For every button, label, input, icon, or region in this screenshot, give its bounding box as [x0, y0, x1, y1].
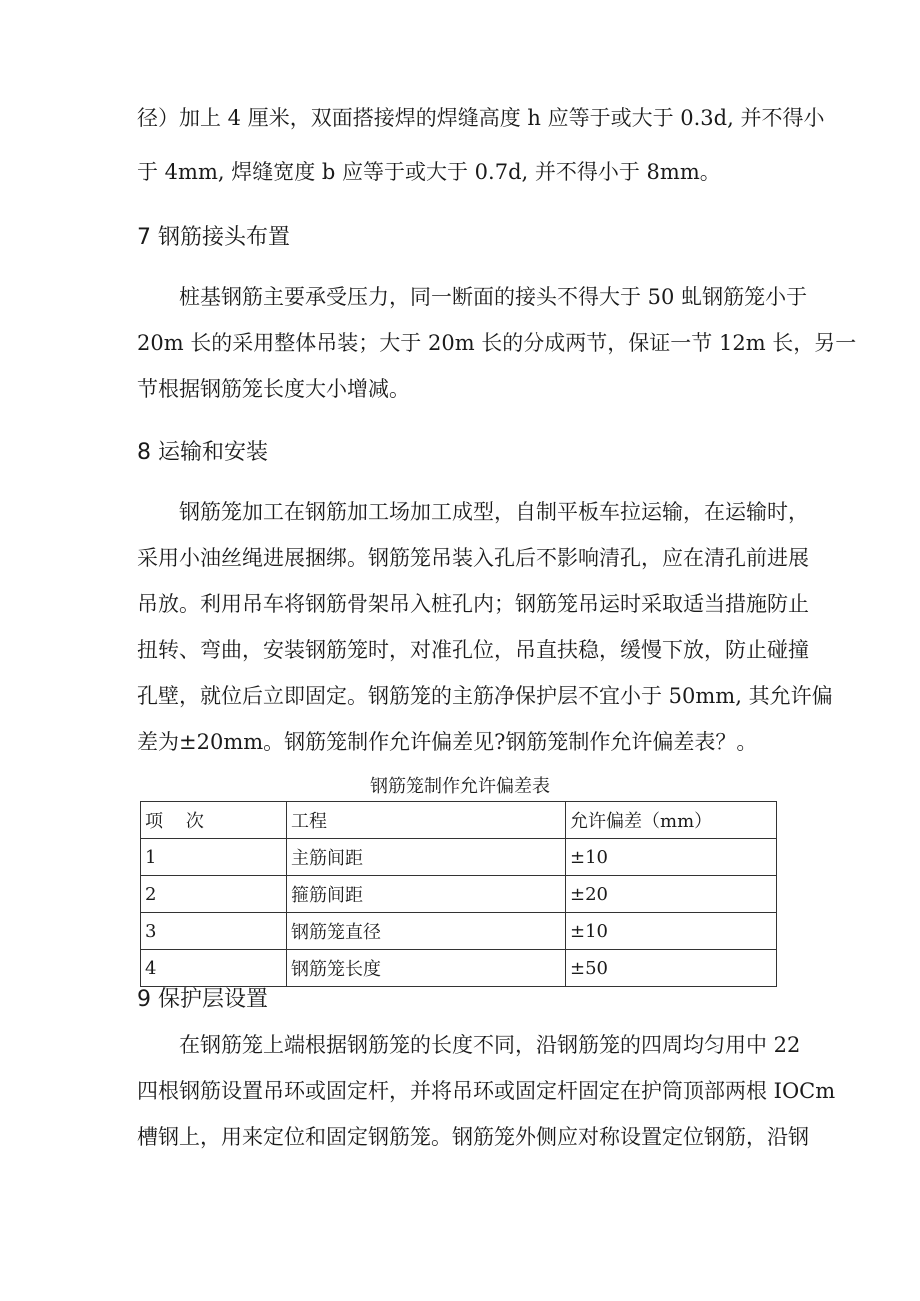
section-7-heading: 7 钢筋接头布置: [137, 225, 290, 250]
table-row: [141, 913, 777, 950]
table-cell: 钢筋笼长度: [287, 950, 566, 987]
section-8-heading: 8 运输和安装: [137, 440, 268, 465]
table-cell: 4: [141, 950, 287, 987]
table-cell: 1: [141, 839, 287, 876]
section-9-heading: 9 保护层设置: [137, 987, 268, 1012]
paragraph-top-line-1: 径）加上 4 厘米，双面搭接焊的焊缝高度 h 应等于或大于 0.3d, 并不得小: [137, 106, 825, 130]
header-cell-item: 项 次: [141, 802, 287, 839]
section-8-line-6: 差为±20mm。钢筋笼制作允许偏差见?钢筋笼制作允许偏差表？。: [137, 730, 758, 754]
table-cell: 箍筋间距: [287, 876, 566, 913]
table-cell: 3: [141, 913, 287, 950]
header-cell-tolerance: 允许偏差（mm）: [566, 802, 777, 839]
section-8-line-3: 吊放。利用吊车将钢筋骨架吊入桩孔内；钢筋笼吊运时采取适当措施防止: [137, 592, 809, 616]
section-8-line-1: 钢筋笼加工在钢筋加工场加工成型，自制平板车拉运输，在运输时，: [179, 500, 809, 524]
section-8-line-4: 扭转、弯曲，安装钢筋笼时，对准孔位，吊直扶稳，缓慢下放，防止碰撞: [137, 638, 809, 662]
section-7-line-1: 桩基钢筋主要承受压力，同一断面的接头不得大于 50 虬钢筋笼小于: [179, 285, 808, 309]
tolerance-table: [140, 801, 777, 987]
table-cell: ±10: [566, 913, 777, 950]
table-cell: ±10: [566, 839, 777, 876]
table-caption: 钢筋笼制作允许偏差表: [370, 776, 550, 797]
section-9-line-2: 四根钢筋设置吊环或固定杆，并将吊环或固定杆固定在护筒顶部两根 IOCm: [137, 1079, 836, 1103]
table-row: [141, 839, 777, 876]
header-cell-project: 工程: [287, 802, 566, 839]
section-7-line-2: 20m 长的采用整体吊装；大于 20m 长的分成两节，保证一节 12m 长，另一: [137, 331, 857, 355]
table-header-row: [141, 802, 777, 839]
table-cell: 2: [141, 876, 287, 913]
table-cell: 钢筋笼直径: [287, 913, 566, 950]
section-9-line-3: 槽钢上，用来定位和固定钢筋笼。钢筋笼外侧应对称设置定位钢筋，沿钢: [137, 1125, 809, 1149]
table-row: [141, 876, 777, 913]
section-8-line-2: 采用小油丝绳进展捆绑。钢筋笼吊装入孔后不影响清孔，应在清孔前进展: [137, 546, 809, 570]
table-cell: ±20: [566, 876, 777, 913]
section-8-line-5: 孔壁，就位后立即固定。钢筋笼的主筋净保护层不宜小于 50mm, 其允许偏: [137, 684, 833, 708]
table-cell: 主筋间距: [287, 839, 566, 876]
paragraph-top-line-2: 于 4mm, 焊缝宽度 b 应等于或大于 0.7d, 并不得小于 8mm。: [137, 160, 721, 184]
section-7-line-3: 节根据钢筋笼长度大小增减。: [137, 377, 410, 401]
table-cell: ±50: [566, 950, 777, 987]
section-9-line-1: 在钢筋笼上端根据钢筋笼的长度不同，沿钢筋笼的四周均匀用中 22: [179, 1033, 801, 1057]
